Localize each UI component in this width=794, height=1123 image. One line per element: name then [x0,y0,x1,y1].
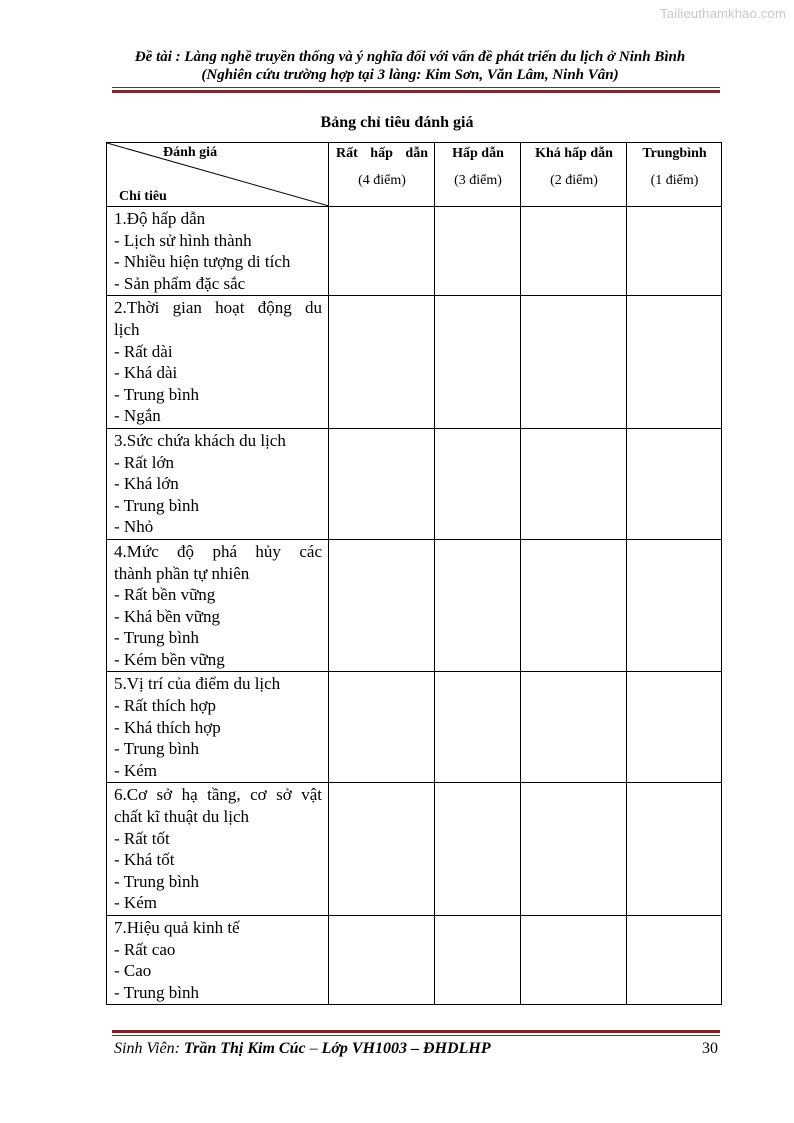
criterion-item: - Khá thích hợp [114,717,221,737]
criterion-item: - Rất lớn [114,452,174,472]
table-row [107,672,722,783]
score-cell[interactable] [435,207,521,296]
footer-rule-thin [112,1035,720,1036]
score-cell[interactable] [521,207,627,296]
criterion-cell [107,539,329,672]
column-label: Hấp dẫn [452,146,504,161]
score-cell[interactable] [627,428,722,539]
criterion-heading: 2.Thời gian hoạt động du [114,298,322,318]
score-cell[interactable] [329,783,435,916]
criterion-item: - Nhỏ [114,517,154,537]
table-row [107,783,722,916]
score-cell[interactable] [435,428,521,539]
score-cell[interactable] [435,916,521,1005]
column-header-attractive [435,143,521,207]
score-cell[interactable] [627,916,722,1005]
criterion-item: - Nhiều hiện tượng di tích [114,252,291,272]
criterion-cell [107,672,329,783]
score-cell[interactable] [329,672,435,783]
column-points: (3 điểm) [454,173,502,188]
score-cell[interactable] [329,428,435,539]
header-rule-thick [112,90,720,93]
footer-dash: – [305,1040,322,1057]
criterion-item: - Rất tốt [114,828,170,848]
score-cell[interactable] [435,783,521,916]
table-body [107,207,722,1005]
criterion-heading: 4.Mức độ phá hủy các [114,541,322,561]
criterion-heading: 3.Sức chứa khách du lịch [114,430,286,450]
score-cell[interactable] [435,672,521,783]
criterion-heading: lịch [114,319,140,339]
criterion-item: - Lịch sử hình thành [114,230,252,250]
footer-class: Lớp VH1003 – ĐHDLHP [321,1040,491,1057]
criterion-item: - Rất dài [114,341,173,361]
score-cell[interactable] [521,916,627,1005]
criterion-item: - Ngắn [114,406,161,426]
column-header-very-attractive [329,143,435,207]
table-row [107,428,722,539]
score-cell[interactable] [521,672,627,783]
criterion-heading: chất kĩ thuật du lịch [114,807,250,827]
score-cell[interactable] [627,296,722,429]
criterion-item: - Khá tốt [114,850,175,870]
criterion-item: - Cao [114,961,152,981]
header-title: Đề tài : Làng nghề truyền thống và ý nghĩa đối với vấn đề phát triển du lịch ở Ninh Bình [134,49,686,65]
criterion-heading: 6.Cơ sở hạ tầng, cơ sở vật [114,785,322,805]
column-label: Trungbình [642,146,707,161]
criterion-item: - Kém [114,893,157,913]
score-cell[interactable] [435,296,521,429]
criterion-item: - Trung bình [114,739,200,759]
score-cell[interactable] [521,296,627,429]
column-header-fairly-attractive [521,143,627,207]
score-cell[interactable] [329,296,435,429]
criterion-item: - Khá dài [114,363,178,383]
score-cell[interactable] [329,207,435,296]
score-cell[interactable] [329,539,435,672]
criterion-cell [107,207,329,296]
score-cell[interactable] [627,539,722,672]
footer-rule-thick [112,1030,720,1033]
criterion-item: - Trung bình [114,495,200,515]
corner-header-cell [107,143,329,207]
criterion-cell [107,296,329,429]
criterion-item: - Rất thích hợp [114,696,216,716]
criterion-item: - Trung bình [114,628,200,648]
footer-author [114,1040,720,1058]
footer-name: Trần Thị Kim Cúc [183,1040,306,1057]
footer-prefix: Sinh Viên: [114,1040,184,1057]
column-points: (1 điểm) [650,173,699,188]
criterion-heading: 7.Hiệu quả kinh tế [114,918,240,937]
corner-label-criteria: Chỉ tiêu [119,189,167,204]
criterion-item: - Trung bình [114,384,200,404]
criterion-item: - Trung bình [114,871,200,891]
score-cell[interactable] [627,783,722,916]
criterion-cell [107,783,329,916]
score-cell[interactable] [521,428,627,539]
criterion-item: - Trung bình [114,982,200,1002]
criterion-heading: thành phần tự nhiên [114,563,250,583]
score-cell[interactable] [435,539,521,672]
corner-label-evaluation: Đánh giá [163,145,218,160]
criterion-cell [107,428,329,539]
table-row [107,916,722,1005]
watermark: Tailieuthamkhao.com [660,6,786,21]
criterion-heading: 5.Vị trí của điểm du lịch [114,674,281,694]
criterion-item: - Kém [114,760,157,780]
score-cell[interactable] [521,539,627,672]
table-row [107,539,722,672]
column-points: (4 điểm) [358,173,406,188]
criterion-cell [107,916,329,1005]
criterion-item: - Rất cao [114,939,176,959]
score-cell[interactable] [521,783,627,916]
criterion-heading: 1.Độ hấp dẫn [114,209,206,228]
header-rule-thin [112,87,720,88]
criterion-item: - Khá bền vững [114,606,220,626]
criterion-item: - Rất bền vững [114,585,216,605]
score-cell[interactable] [627,207,722,296]
page-number: 30 [702,1040,718,1057]
criterion-item: - Sản phẩm đặc sắc [114,273,246,293]
criterion-item: - Khá lớn [114,474,179,494]
criterion-item: - Kém bền vững [114,649,225,669]
column-label: Rất hấp dẫn [336,146,428,161]
table-header-row [107,143,722,207]
evaluation-table [106,142,722,1005]
score-cell[interactable] [627,672,722,783]
header-subtitle: (Nghiên cứu trường hợp tại 3 làng: Kim Sơn, Văn Lâm, Ninh Vân) [201,67,619,83]
document-header [100,48,720,84]
column-points: (2 điểm) [550,173,598,188]
table-row [107,296,722,429]
table-title: Bảng chỉ tiêu đánh giá [320,114,474,131]
score-cell[interactable] [329,916,435,1005]
column-header-average [627,143,722,207]
column-label: Khá hấp dẫn [535,146,613,161]
table-row [107,207,722,296]
